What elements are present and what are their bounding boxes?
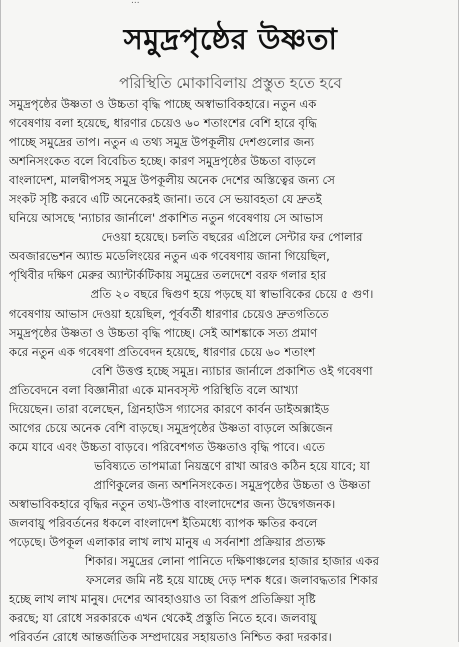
body-line: ফসলের জমি নষ্ট হয়ে যাচ্ছে দেড় দশক ধরে। জলাবদ্ধতার শিকার bbox=[86, 573, 378, 588]
body-line: দিয়েছেন। তারা বলেছেন, গ্রিনহাউস গ্যাসের কারণে কার্বন ডাইঅক্সাইড bbox=[9, 401, 330, 416]
body-line: পৃথিবীর দক্ষিণ মেরুর অ্যান্টার্কটিকায় সমুদ্রের তলদেশে বরফ গলার হার bbox=[9, 268, 327, 283]
body-line: বেশি উত্তপ্ত হচ্ছে সমুদ্র। ন্যাচার জার্নালে প্রকাশিত ওই গবেষণা bbox=[91, 363, 373, 378]
body-line: সমুদ্রপৃষ্ঠের উষ্ণতা ও উচ্চতা বৃদ্ধি পাচ্ছে। সেই আশঙ্কাকে সত্য প্রমাণ bbox=[9, 325, 318, 340]
article-body bbox=[9, 95, 455, 647]
body-line: হচ্ছে লাখ লাখ মানুষ। দেশের আবহাওয়াও তা বিরূপ প্রতিক্রিয়া সৃষ্টি bbox=[9, 592, 316, 607]
body-line: গবেষণায় বলা হয়েছে, ধারণার চেয়েও ৬০ শতাংশের বেশি হারে বৃদ্ধি bbox=[9, 116, 317, 131]
body-line: কমে যাবে এবং উচ্চতা বাড়বে। পরিবেশগত উষ্ণতাও বৃদ্ধি পাবে। এতে bbox=[9, 439, 326, 454]
body-line: দেওয়া হয়েছে। চলতি বছরের এপ্রিলে সেন্টার ফর পোলার bbox=[101, 230, 363, 245]
body-line: করছে; যা রোধে সরকারকে এখন থেকেই প্রস্তুতি নিতে হবে। জলবায়ু bbox=[9, 611, 317, 626]
body-line: গবেষণায় আভাস দেওয়া হয়েছিল, পূর্ববর্তী ধারণার চেয়েও দ্রুতগতিতে bbox=[9, 306, 329, 321]
body-line: পড়েছে। উপকূল এলাকার লাখ লাখ মানুষ এ সর্বনাশা প্রক্রিয়ার প্রত্যক্ষ bbox=[9, 535, 326, 550]
body-line: প্রাণিকুলের জন্য অশনিসংকেত। সমুদ্রপৃষ্ঠের উচ্চতা ও উষ্ণতা bbox=[93, 477, 371, 492]
body-line: পরিবর্তন রোধে আন্তর্জাতিক সম্প্রদায়ের সহায়তাও নিশ্চিত করা দরকার। bbox=[9, 630, 332, 645]
body-line: সংকট সৃষ্টি করবে এটি অনেকেরই জানা। তবে সে ভয়াবহতা যে দ্রুতই bbox=[9, 192, 322, 207]
body-line: করে নতুন এক গবেষণা প্রতিবেদন হয়েছে, ধারণার চেয়ে ৬০ শতাংশ bbox=[9, 344, 316, 359]
body-line: ঘনিয়ে আসছে 'ন্যাচার জার্নালে' প্রকাশিত নতুন গবেষণায় সে আভাস bbox=[9, 211, 323, 226]
body-line: অবজারভেশন অ্যান্ড মডেলিংয়ের নতুন এক গবেষণায় জানা গিয়েছিল, bbox=[9, 249, 330, 264]
subheadline: পরিস্থিতি মোকাবিলায় প্রস্তুত হতে হবে bbox=[119, 74, 342, 92]
body-line: সমুদ্রপৃষ্ঠের উষ্ণতা ও উচ্চতা বৃদ্ধি পাচ্ছে অস্বাভাবিকহারে। নতুন এক bbox=[9, 97, 317, 111]
body-line: ভবিষ্যতে তাপমাত্রা নিয়ন্ত্রণে রাখা আরও কঠিন হয়ে যাবে; যা bbox=[94, 458, 370, 473]
body-line: প্রতি ২০ বছরে দ্বিগুণ হয়ে পড়ছে যা স্বাভাবিকের চেয়ে ৫ গুণ। bbox=[90, 287, 374, 302]
clipped-top-text: ... bbox=[131, 0, 140, 5]
body-line: পাচ্ছে সমুদ্রের তাপ। নতুন এ তথ্য সমুদ্র উপকূলীয় দেশগুলোর জন্য bbox=[9, 135, 315, 150]
body-line: শিকার। সমুদ্রের লোনা পানিতে দক্ষিণাঞ্চলের হাজার হাজার একর bbox=[84, 554, 380, 569]
body-line: প্রতিবেদনে বলা বিজ্ঞানীরা একে মানবসৃস্ট পরিস্থিতি বলে আখ্যা bbox=[9, 382, 299, 397]
headline: সমুদ্রপৃষ্ঠের উষ্ণতা bbox=[123, 22, 338, 56]
body-line: অস্বাভাবিকহারে বৃদ্ধির নতুন তথ্য-উপাত্ত বাংলাদেশের জন্য উদ্বেগজনক। bbox=[9, 496, 336, 511]
body-line: বাংলাদেশ, মালদ্বীপসহ সমুদ্র উপকূলীয় অনেক দেশের অস্তিত্বের জন্য সে bbox=[9, 173, 335, 188]
body-line: আগের চেয়ে অনেক বেশি বাড়ছে। সমুদ্রপৃষ্ঠের উষ্ণতা বাড়লে অক্সিজেন bbox=[9, 420, 333, 435]
body-line: জলবায়ু পরিবর্তনের ধকলে বাংলাদেশ ইতিমধ্যে ব্যাপক ক্ষতির কবলে bbox=[9, 516, 318, 531]
body-line: অশনিসংকেত বলে বিবেচিত হচ্ছে। কারণ সমুদ্রপৃষ্ঠের উচ্চতা বাড়লে bbox=[9, 154, 316, 169]
